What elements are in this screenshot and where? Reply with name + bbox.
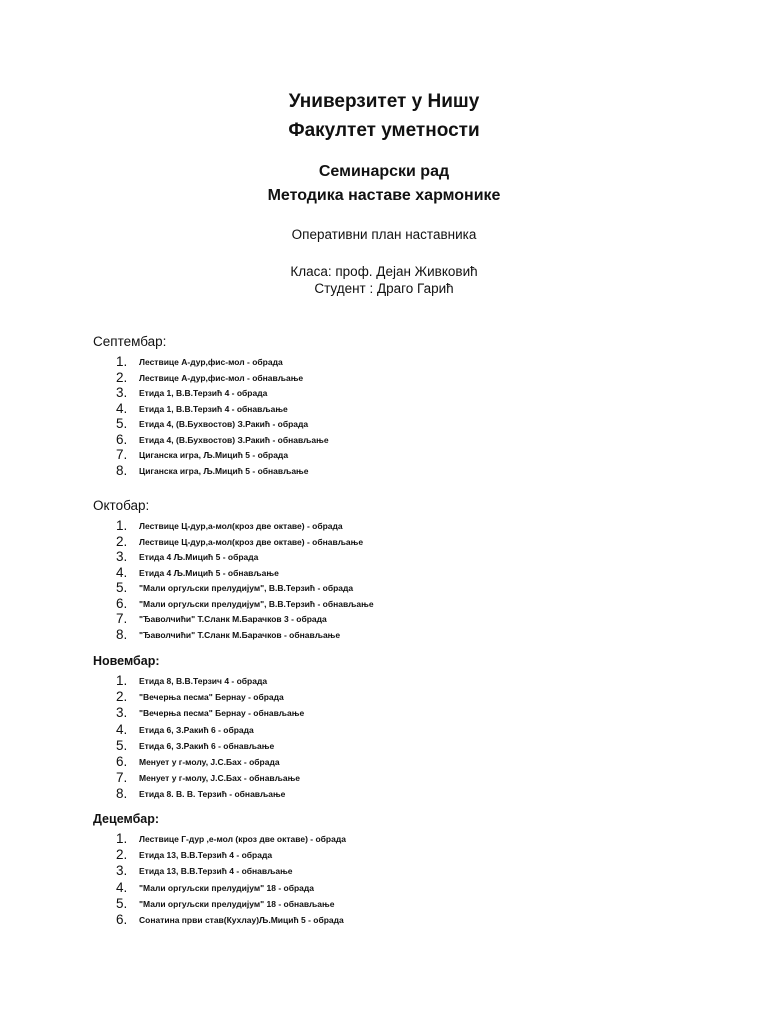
item-number: 4.	[116, 564, 128, 580]
item-text: Лествице А-дур,фис-мол - обнављање	[139, 372, 304, 383]
month-section-december	[93, 810, 713, 928]
list-item	[93, 463, 713, 479]
list-item	[93, 596, 713, 612]
item-text: Етида 1, В.В.Терзић 4 - обрада	[139, 388, 268, 398]
item-number: 1.	[116, 518, 128, 533]
item-number: 1.	[116, 354, 128, 369]
item-text: Лествице Ц-дур,а-мол(кроз две октаве) - обрада	[139, 521, 343, 531]
item-text: Лествице Г-дур ,е-мол (кроз две октаве) - обрада	[139, 834, 346, 844]
subject-title: Методика наставе хармонике	[267, 187, 501, 204]
list-item	[93, 738, 713, 754]
lesson-list	[93, 831, 713, 928]
month-heading: Септембар:	[93, 334, 167, 349]
list-item	[93, 863, 713, 879]
item-number: 8.	[116, 626, 128, 642]
lesson-list	[93, 518, 713, 642]
class-line: Класа: проф. Дејан Живковић	[290, 264, 478, 279]
item-text: Етида 1, В.В.Терзић 4 - обнављање	[139, 403, 288, 414]
list-item	[93, 370, 713, 386]
lesson-list	[93, 673, 713, 803]
list-item	[93, 847, 713, 863]
faculty-title: Факултет уметности	[288, 120, 480, 141]
month-heading: Децембар:	[93, 812, 160, 826]
item-number: 6.	[116, 431, 128, 447]
paper-type: Семинарски рад	[318, 163, 450, 180]
item-number: 6.	[116, 753, 128, 769]
item-number: 1.	[116, 673, 128, 688]
item-number: 2.	[116, 689, 128, 705]
item-number: 6.	[116, 595, 128, 611]
title-block	[0, 87, 768, 145]
item-number: 8.	[116, 786, 128, 802]
list-item	[93, 580, 713, 596]
month-section-october	[93, 497, 713, 642]
item-text: Етида 4 Љ.Мицић 5 - обнављање	[139, 567, 279, 578]
item-number: 6.	[116, 911, 128, 927]
class-block	[0, 263, 768, 297]
list-item	[93, 432, 713, 448]
item-number: 3.	[116, 549, 128, 564]
item-text: Циганска игра, Љ.Мицић 5 - обнављање	[139, 465, 309, 476]
item-number: 8.	[116, 462, 128, 478]
item-text: "Мали оргуљски прелудијум", В.В.Терзић - обрада	[139, 583, 354, 593]
item-text: "Ђаволчићи" Т.Сланк М.Барачков 3 - обрада	[139, 614, 327, 624]
item-number: 2.	[116, 369, 128, 385]
list-item	[93, 786, 713, 802]
item-text: Лествице Ц-дур,а-мол(кроз две октаве) - обнављање	[139, 536, 364, 547]
month-heading: Новембар:	[93, 654, 160, 668]
item-number: 5.	[116, 580, 128, 595]
list-item	[93, 722, 713, 738]
list-item	[93, 354, 713, 370]
item-text: "Мали оргуљски прелудијум" 18 - обнављање	[139, 898, 335, 909]
list-item	[93, 518, 713, 534]
list-item	[93, 447, 713, 463]
list-item	[93, 416, 713, 432]
item-text: Етида 4, (В.Бухвостов) З.Ракић - обнављање	[139, 434, 329, 445]
list-item	[93, 689, 713, 705]
item-number: 7.	[116, 770, 128, 786]
list-item	[93, 385, 713, 401]
item-text: "Мали оргуљски прелудијум" 18 - обрада	[139, 882, 315, 893]
item-number: 5.	[116, 416, 128, 431]
item-text: Сонатина први став(Кухлау)Љ.Мицић 5 - обрада	[139, 914, 344, 925]
item-number: 1.	[116, 831, 128, 846]
item-text: Циганска игра, Љ.Мицић 5 - обрада	[139, 450, 289, 460]
item-number: 4.	[116, 879, 128, 895]
item-text: Етида 4, (В.Бухвостов) З.Ракић - обрада	[139, 419, 309, 429]
list-item	[93, 627, 713, 643]
item-number: 3.	[116, 863, 128, 879]
item-number: 5.	[116, 737, 128, 753]
item-number: 3.	[116, 705, 128, 721]
item-text: Етида 8. В. В. Терзић - обнављање	[139, 789, 286, 800]
item-text: "Ђаволчићи" Т.Сланк М.Барачков - обнављање	[139, 629, 341, 640]
item-number: 7.	[116, 447, 128, 462]
month-section-september	[93, 333, 713, 478]
item-text: Етида 6, З.Ракић 6 - обрада	[139, 724, 254, 735]
list-item	[93, 912, 713, 928]
item-number: 4.	[116, 400, 128, 416]
student-line: Студент : Драго Гарић	[314, 281, 454, 296]
list-item	[93, 611, 713, 627]
list-item	[93, 673, 713, 689]
item-number: 5.	[116, 895, 128, 911]
item-text: Етида 13, В.В.Терзић 4 - обнављање	[139, 866, 293, 877]
list-item	[93, 880, 713, 896]
item-text: "Вечерња песма" Бернау - обнављање	[139, 708, 305, 719]
list-item	[93, 401, 713, 417]
item-number: 7.	[116, 611, 128, 626]
university-title: Универзитет у Нишу	[288, 91, 480, 112]
item-text: Етида 6, З.Ракић 6 - обнављање	[139, 740, 275, 751]
month-section-november	[93, 652, 713, 803]
item-text: Менует у г-молу, Ј.С.Бах - обрада	[139, 756, 280, 767]
list-item	[93, 896, 713, 912]
item-text: "Вечерња песма" Бернау - обрада	[139, 692, 284, 703]
item-number: 4.	[116, 721, 128, 737]
item-number: 2.	[116, 847, 128, 863]
item-number: 2.	[116, 533, 128, 549]
month-heading: Октобар:	[93, 498, 150, 513]
item-number: 3.	[116, 385, 128, 400]
item-text: Лествице А-дур,фис-мол - обрада	[139, 357, 283, 367]
list-item	[93, 754, 713, 770]
item-text: Менует у г-молу, Ј.С.Бах - обнављање	[139, 773, 301, 784]
item-text: "Мали оргуљски прелудијум", В.В.Терзић - обнављање	[139, 598, 374, 609]
item-text: Етида 8, В.В.Терзич 4 - обрада	[139, 676, 268, 686]
lesson-list	[93, 354, 713, 478]
list-item	[93, 534, 713, 550]
list-item	[93, 705, 713, 721]
subtitle-block	[0, 160, 768, 208]
list-item	[93, 770, 713, 786]
list-item	[93, 549, 713, 565]
list-item	[93, 565, 713, 581]
item-text: Етида 13, В.В.Терзић 4 - обрада	[139, 850, 273, 861]
item-text: Етида 4 Љ.Мицић 5 - обрада	[139, 552, 259, 562]
plan-title: Оперативни план наставника	[291, 227, 477, 242]
list-item	[93, 831, 713, 847]
